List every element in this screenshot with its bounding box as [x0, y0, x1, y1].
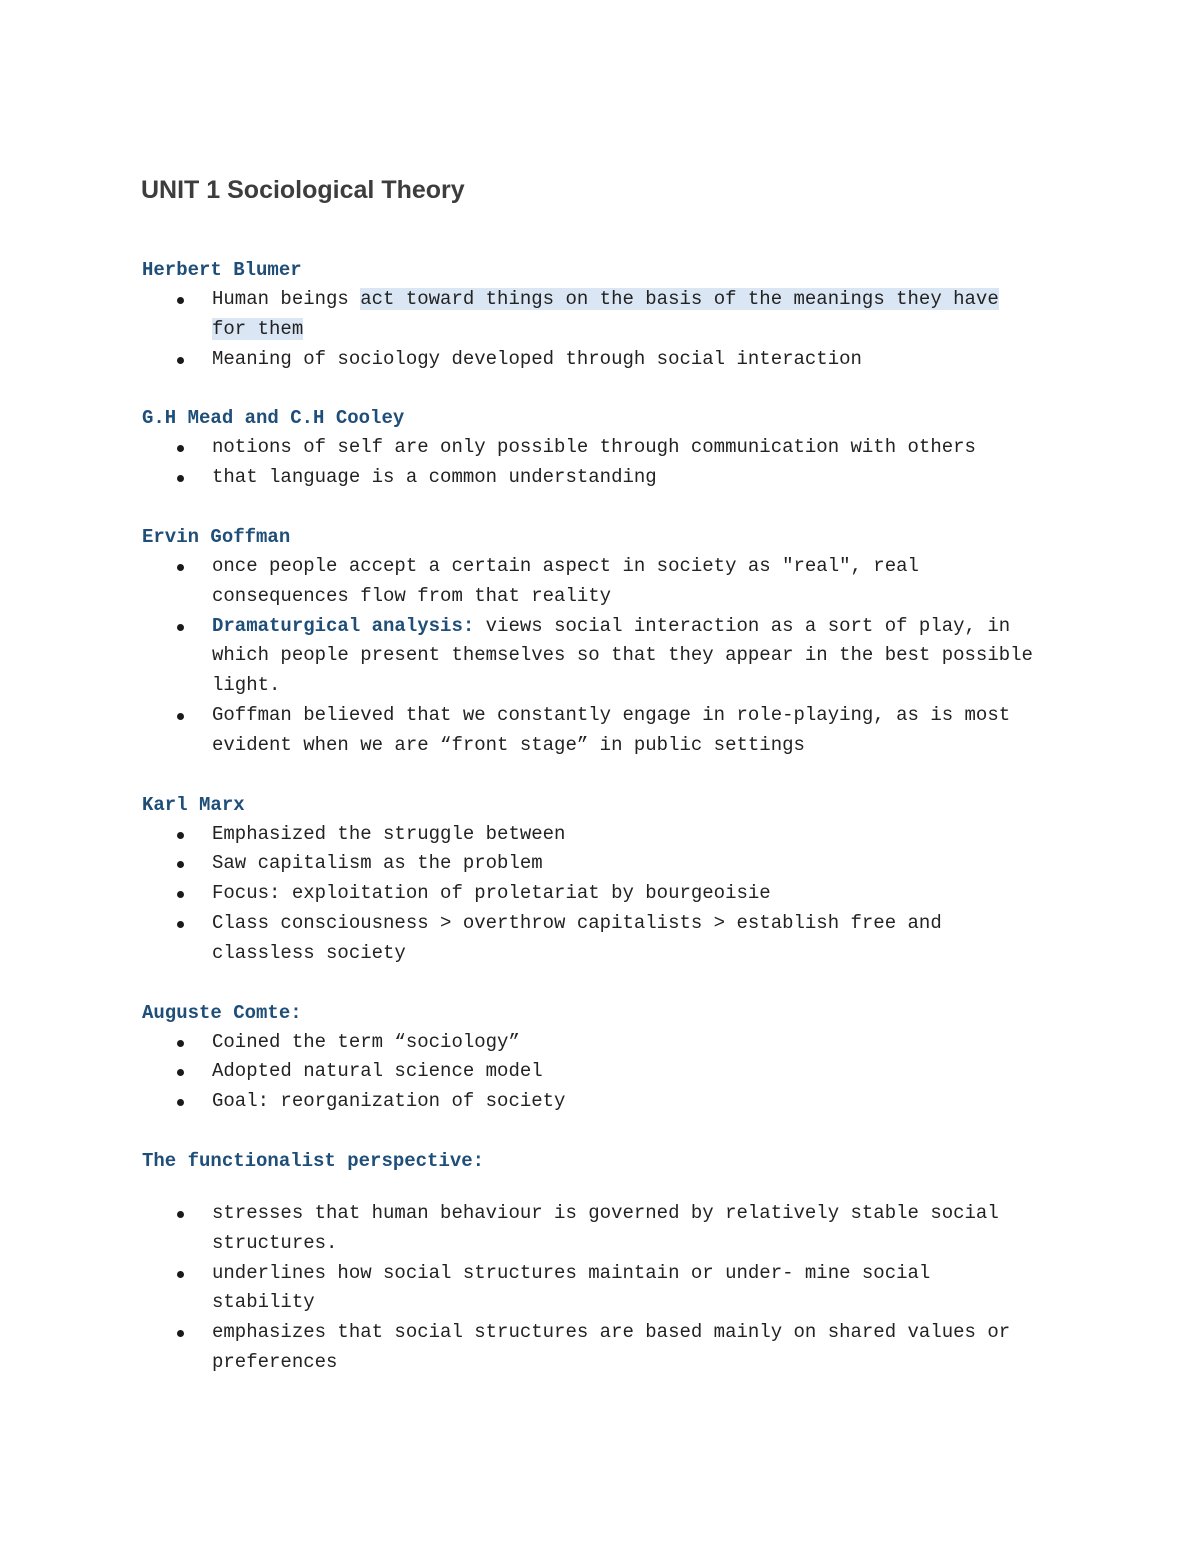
list-item: Goffman believed that we constantly engage in role-playing, as is most evident when we are “front stage” in public settings	[142, 701, 1082, 761]
list-item: emphasizes that social structures are based mainly on shared values or preferences	[142, 1318, 1082, 1378]
list-item: Meaning of sociology developed through social interaction	[142, 345, 1082, 375]
highlighted-text: for them	[212, 317, 304, 340]
bullet-list	[142, 1028, 1082, 1117]
list-item: once people accept a certain aspect in society as "real", real consequences flow from that reality	[142, 552, 1082, 612]
bullet-icon	[177, 1211, 184, 1218]
page-title: UNIT 1 Sociological Theory	[141, 176, 465, 204]
bullet-list	[142, 433, 1082, 493]
bullet-icon	[177, 1069, 184, 1076]
list-item: Emphasized the struggle between	[142, 820, 1082, 850]
list-item: Adopted natural science model	[142, 1057, 1082, 1087]
bullet-icon	[177, 921, 184, 928]
bullet-icon	[177, 891, 184, 898]
bullet-icon	[177, 445, 184, 452]
list-item: underlines how social structures maintain or under- mine social stability	[142, 1259, 1082, 1319]
bullet-icon	[177, 713, 184, 720]
section-functionalist-perspective	[142, 1146, 1082, 1378]
list-item: stresses that human behaviour is governed by relatively stable social structures.	[142, 1199, 1082, 1259]
bullet-icon	[177, 1040, 184, 1047]
section-heading: Karl Marx	[142, 793, 245, 816]
bullet-icon	[177, 475, 184, 482]
term-label: Dramaturgical analysis:	[212, 614, 475, 637]
list-item: Goal: reorganization of society	[142, 1087, 1082, 1117]
section-herbert-blumer	[142, 255, 1082, 374]
list-item: Coined the term “sociology”	[142, 1028, 1082, 1058]
section-ervin-goffman	[142, 522, 1082, 761]
highlighted-text: act toward things on the basis of the meanings they have	[360, 288, 999, 310]
bullet-list	[142, 820, 1082, 969]
section-mead-cooley	[142, 403, 1082, 493]
list-item: that language is a common understanding	[142, 463, 1082, 493]
bullet-icon	[177, 624, 184, 631]
document-page	[142, 170, 1082, 1378]
list-item: Human beings act toward things on the basis of the meanings they have for them	[142, 285, 1082, 345]
section-heading: Ervin Goffman	[142, 525, 291, 548]
section-karl-marx	[142, 790, 1082, 969]
section-auguste-comte	[142, 998, 1082, 1117]
section-heading: The functionalist perspective:	[142, 1149, 485, 1172]
list-item: Saw capitalism as the problem	[142, 849, 1082, 879]
list-item: Class consciousness > overthrow capitalists > establish free and classless society	[142, 909, 1082, 969]
bullet-icon	[177, 297, 184, 304]
bullet-list	[142, 1199, 1082, 1378]
bullet-list	[142, 285, 1082, 374]
list-item: notions of self are only possible through communication with others	[142, 433, 1082, 463]
section-heading: Auguste Comte:	[142, 1001, 302, 1024]
bullet-icon	[177, 1099, 184, 1106]
bullet-icon	[177, 357, 184, 364]
bullet-icon	[177, 1271, 184, 1278]
bullet-icon	[177, 564, 184, 571]
bullet-list	[142, 552, 1082, 761]
bullet-icon	[177, 832, 184, 839]
section-heading: G.H Mead and C.H Cooley	[142, 407, 405, 430]
section-heading: Herbert Blumer	[142, 259, 302, 281]
list-item: Dramaturgical analysis: views social interaction as a sort of play, in which people present themselves so that they appear in the best possible light.	[142, 612, 1082, 701]
list-item: Focus: exploitation of proletariat by bourgeoisie	[142, 879, 1082, 909]
bullet-icon	[177, 1330, 184, 1337]
bullet-icon	[177, 861, 184, 868]
